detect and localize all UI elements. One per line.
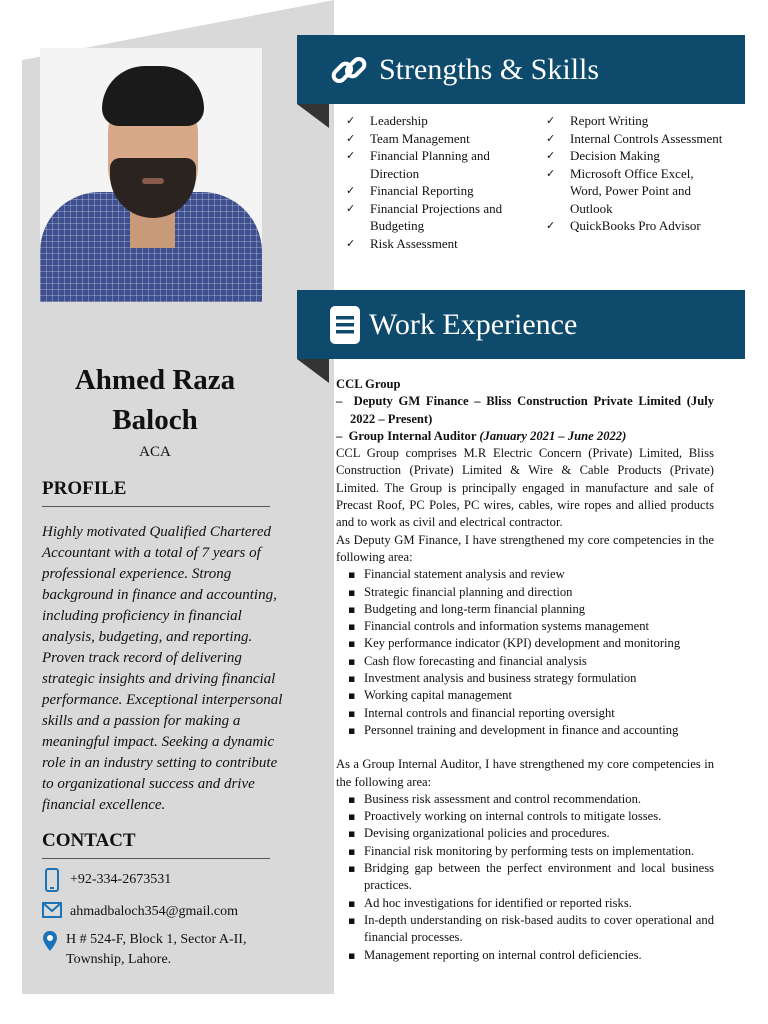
list-item: ▪ Financial statement analysis and review <box>336 566 714 583</box>
skill-item: ✓ Report Writing <box>546 112 724 130</box>
list-item: ▪ Personnel training and development in finance and accounting <box>336 722 714 739</box>
skills-banner <box>297 35 745 104</box>
list-item: ▪ Business risk assessment and control recommendation. <box>336 791 714 808</box>
skill-item: ✓ Decision Making <box>546 147 724 165</box>
contact-address <box>42 930 282 970</box>
phone-number[interactable]: +92-334-2673531 <box>70 872 172 887</box>
auditor-competencies <box>336 791 714 964</box>
list-item: ▪ Ad hoc investigations for identified or reported risks. <box>336 895 714 912</box>
document-icon <box>329 305 361 345</box>
experience-banner <box>297 290 745 359</box>
contact-phone <box>42 868 171 892</box>
person-name-line1: Ahmed Raza <box>74 364 236 396</box>
contact-heading: CONTACT <box>42 830 136 851</box>
skill-item: ✓ Team Management <box>346 130 516 148</box>
list-item: ▪ Investment analysis and business strategy formulation <box>336 670 714 687</box>
skill-item: ✓ Microsoft Office Excel, Word, Power Point and Outlook <box>546 165 724 218</box>
profile-text: Highly motivated Qualified Chartered Accountant with a total of 7 years of professional experience. Strong background in finance and accounting, including proficiency in financial analysis, budgeting, and reporting. Proven track record of delivering strategic insights and driving financial performance. Exceptional interpersonal skills and a passion for making a meaningful impact. Seeking a dynamic role in an industry setting to contribute to organizational success and drive financial excellence. <box>42 524 283 813</box>
company-name: CCL Group <box>336 377 401 391</box>
list-item: ▪ Management reporting on internal control deficiencies. <box>336 947 714 964</box>
company-description: CCL Group comprises M.R Electric Concern (Private) Limited, Bliss Construction (Private) Limited & Wire & Cable Products (Private) Limited. The Group is principally engaged in manufacture and sale of Precast Roof, PC Poles, PC wires, cables, wire ropes and allied products and to work as civil and electrical contractor. <box>336 446 714 530</box>
address-text: H # 524-F, Block 1, Sector A-II, Township, Lahore. <box>66 932 247 967</box>
list-item: ▪ Bridging gap between the perfect environment and local business practices. <box>336 860 714 895</box>
deputy-gm-intro: As Deputy GM Finance, I have strengthened my core competencies in the following area: <box>336 532 714 564</box>
skills-banner-fold <box>297 104 329 128</box>
list-item: ▪ Working capital management <box>336 687 714 704</box>
list-item: ▪ In-depth understanding on risk-based audits to cover operational and financial processes. <box>336 912 714 947</box>
contact-divider <box>42 858 270 859</box>
skill-item: ✓ Internal Controls Assessment <box>546 130 724 148</box>
list-item: ▪ Internal controls and financial reporting oversight <box>336 705 714 722</box>
skill-item: ✓ Risk Assessment <box>346 235 516 253</box>
phone-icon <box>42 868 62 892</box>
role-auditor-title: Group Internal Auditor <box>348 428 477 443</box>
profile-divider <box>42 506 270 507</box>
list-item: ▪ Budgeting and long-term financial planning <box>336 601 714 618</box>
skill-item: ✓ Financial Projections and Budgeting <box>346 200 516 235</box>
skill-item: ✓ Leadership <box>346 112 516 130</box>
list-item: ▪ Key performance indicator (KPI) development and monitoring <box>336 635 714 652</box>
skills-list-right <box>546 112 724 235</box>
deputy-gm-competencies <box>336 566 714 739</box>
list-item: ▪ Financial risk monitoring by performing tests on implementation. <box>336 843 714 860</box>
person-name <box>22 360 288 440</box>
contact-email <box>42 902 238 922</box>
auditor-intro: As a Group Internal Auditor, I have strengthened my core competencies in the following area: <box>336 757 714 789</box>
link-chain-icon <box>329 50 369 90</box>
skill-item: ✓ Financial Planning and Direction <box>346 147 516 182</box>
location-pin-icon <box>42 930 58 952</box>
work-experience-body <box>336 376 714 964</box>
profile-heading: PROFILE <box>42 478 127 499</box>
list-item: ▪ Cash flow forecasting and financial analysis <box>336 653 714 670</box>
experience-banner-fold <box>297 359 329 383</box>
role-deputy-gm: – Deputy GM Finance – Bliss Construction Private Limited (July 2022 – Present) <box>336 394 714 426</box>
person-name-line2: Baloch <box>112 404 198 436</box>
list-item: ▪ Strategic financial planning and direction <box>336 584 714 601</box>
role-deputy-gm-text: Deputy GM Finance – Bliss Construction Private Limited (July 2022 – Present) <box>350 394 714 426</box>
skills-heading: Strengths & Skills <box>379 52 600 86</box>
person-credential: ACA <box>139 444 171 460</box>
skills-list-left <box>346 112 516 252</box>
role-internal-auditor: – Group Internal Auditor (January 2021 – June 2022) <box>336 428 627 443</box>
list-item: ▪ Financial controls and information systems management <box>336 618 714 635</box>
experience-heading: Work Experience <box>369 307 578 341</box>
email-address[interactable]: ahmadbaloch354@gmail.com <box>70 904 239 919</box>
list-item: ▪ Devising organizational policies and procedures. <box>336 825 714 842</box>
role-auditor-dates: (January 2021 – June 2022) <box>479 428 627 443</box>
skill-item: ✓ Financial Reporting <box>346 182 516 200</box>
list-item: ▪ Proactively working on internal controls to mitigate losses. <box>336 808 714 825</box>
profile-photo <box>40 48 262 302</box>
email-icon <box>42 902 62 918</box>
skill-item: ✓ QuickBooks Pro Advisor <box>546 217 724 235</box>
